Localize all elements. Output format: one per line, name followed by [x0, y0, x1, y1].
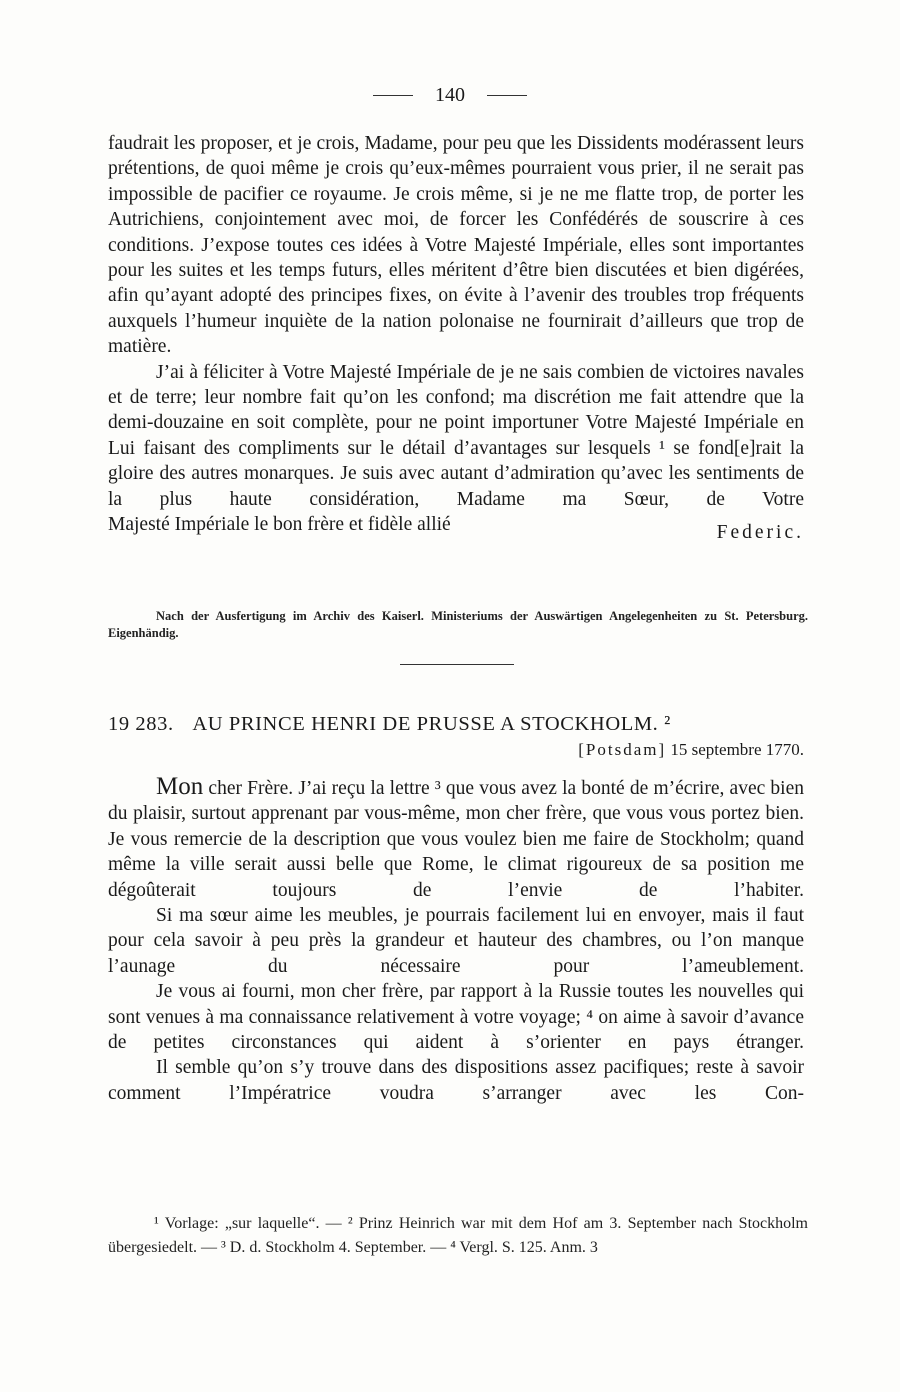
footnotes: ¹ Vorlage: „sur laquelle“. — ² Prinz Heinrich war mit dem Hof am 3. September nach Stockholm übergesiedelt. — ³ D. d. Stockholm 4. September. — ⁴ Vergl. S. 125. Anm. 3: [108, 1215, 808, 1256]
closing-line: Majesté Impériale le bon frère et fidèle allié: [108, 514, 451, 536]
paragraph: Si ma sœur aime les meubles, je pourrais facilement lui en envoyer, mais il faut pour cela savoir à peu près la grandeur et hauteur des chambres, ou l’on manque l’aunage du nécessaire pour l’ameublement.: [108, 905, 804, 977]
header-dash-right: [487, 95, 527, 96]
paragraph-text: cher Frère. J’ai reçu la lettre ³ que vous avez la bonté de m’écrire, avec bien du plaisir, surtout apprenant par vous-même, mon cher frère, que vous vous portez bien. Je vous remercie de la description que vous voulez bien me faire de Stockholm; quand même la ville serait aussi belle que Rome, le climat rigoureux de sa position me dégoûterait toujours de l’envie de l’habiter.: [108, 778, 805, 901]
letter-place: [Potsdam]: [578, 740, 667, 759]
paragraph: Il semble qu’on s’y trouve dans des dispositions assez pacifiques; reste à savoir comment l’Impératrice voudra s’arranger avec les Con-: [108, 1057, 804, 1104]
section-divider: [400, 664, 514, 665]
paragraph: [108, 774, 804, 903]
page-number: 140: [435, 84, 465, 106]
previous-letter-body: [108, 131, 804, 543]
letter-number: 19 283.: [108, 713, 174, 735]
letter-date: 15 septembre 1770.: [670, 740, 804, 759]
letter-title: AU PRINCE HENRI DE PRUSSE A STOCKHOLM. ²: [192, 713, 671, 735]
paragraph: Je vous ai fourni, mon cher frère, par rapport à la Russie toutes les nouvelles qui sont venues à ma connaissance relativement à votre voyage; ⁴ on aime à savoir d’avance de petites circonstances qui aident à s’orienter en pays étranger.: [108, 981, 804, 1054]
signature: Federic.: [716, 521, 804, 543]
dateline: [108, 740, 804, 760]
letter-body: [108, 774, 804, 1106]
page-header: [0, 84, 900, 107]
source-note: Nach der Ausfertigung im Archiv des Kaiserl. Ministeriums der Auswärtigen Angelegenheiten zu St. Petersburg. Eigenhändig.: [108, 609, 808, 640]
paragraph: faudrait les proposer, et je crois, Madame, pour peu que les Dissidents modérassent leurs prétentions, de quoi même je crois qu’eux-mêmes pourraient vous prier, il ne serait pas impossible de pacifier ce royaume. Je crois même, si je ne me flatte trop, de porter les Autrichiens, conjointement avec moi, de forcer les Confédérés de souscrire à ces conditions. J’expose toutes ces idées à Votre Majesté Impériale, elles sont importantes pour les suites et les temps futurs, elles méritent d’être bien discutées et bien digérées, afin qu’ayant adopté des principes fixes, on évite à l’avenir des troubles trop fréquents auxquels l’humeur inquiète de la nation polonaise ne fournirait d’ailleurs que trop de matière.: [108, 133, 804, 358]
header-dash-left: [373, 95, 413, 96]
opening-word: Mon: [156, 773, 204, 800]
letter-heading: [108, 713, 808, 736]
closing-row: [108, 512, 804, 543]
paragraph: J’ai à féliciter à Votre Majesté Impériale de je ne sais combien de victoires navales et de terre; leur nombre fait qu’on les confond; ma discrétion me fait attendre que la demi-douzaine en soit complète, pour ne point importuner Votre Majesté Impériale en Lui faisant des compliments sur le détail d’avantages sur lesquels ¹ se fond[e]rait la gloire des autres monarques. Je suis avec autant d’admiration qu’avec les sentiments de la plus haute considération, Madame ma Sœur, de Votre: [108, 361, 804, 510]
